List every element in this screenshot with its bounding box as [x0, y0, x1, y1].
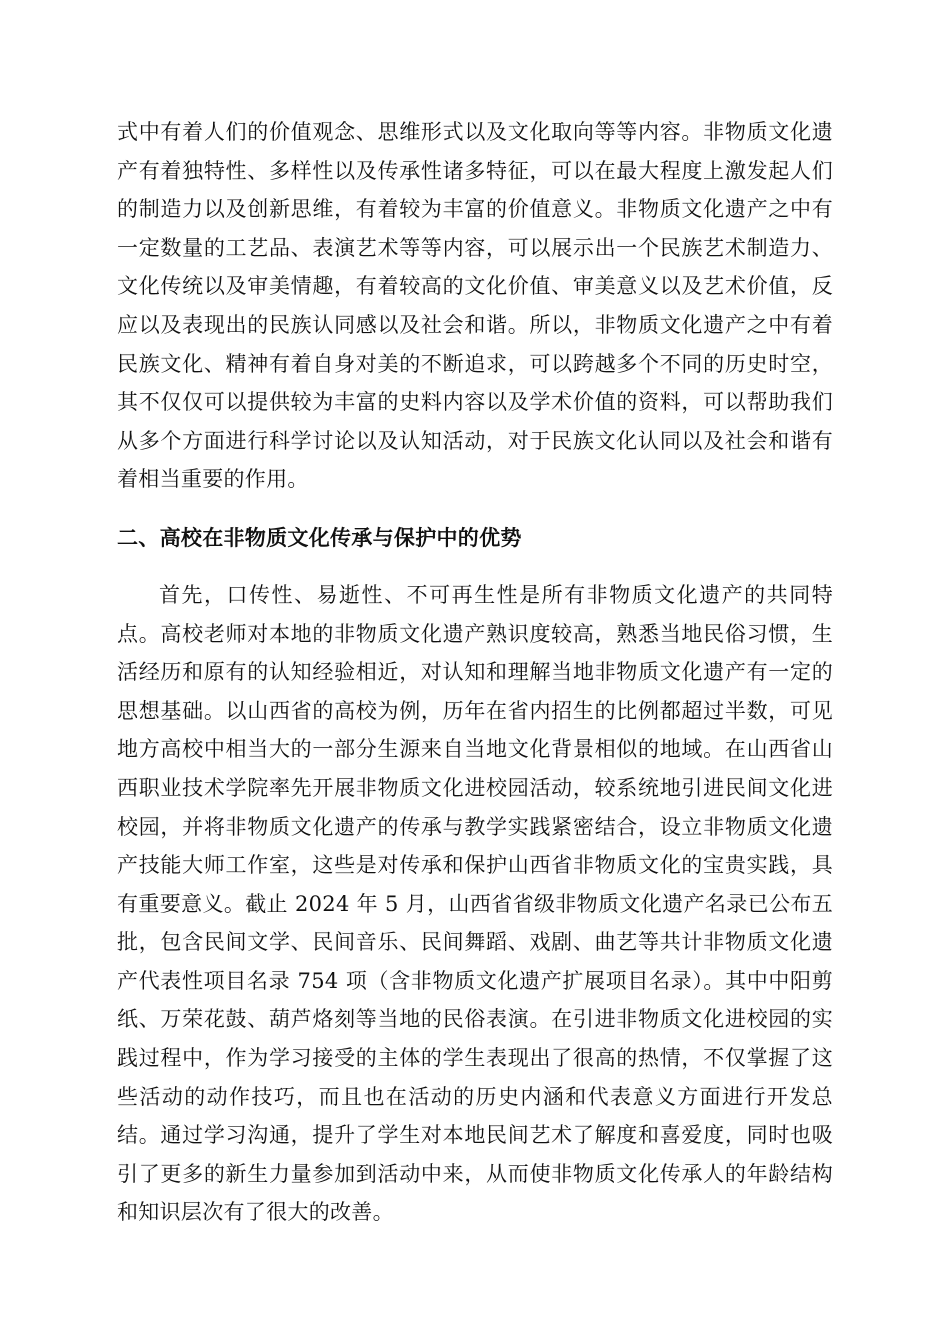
section-heading: 二、高校在非物质文化传承与保护中的优势 — [117, 525, 522, 550]
document-page — [117, 113, 833, 1232]
body-paragraph-continuation: 式中有着人们的价值观念、思维形式以及文化取向等等内容。非物质文化遗产有着独特性、多样性以及传承性诸多特征，可以在最大程度上激发起人们的制造力以及创新思维，有着较为丰富的价值意义。非物质文化遗产之中有一定数量的工艺品、表演艺术等等内容，可以展示出一个民族艺术制造力、文化传统以及审美情趣，有着较高的文化价值、审美意义以及艺术价值，反应以及表现出的民族认同感以及社会和谐。所以，非物质文化遗产之中有着民族文化、精神有着自身对美的不断追求，可以跨越多个不同的历史时空，其不仅仅可以提供较为丰富的史料内容以及学术价值的资料，可以帮助我们从多个方面进行科学讨论以及认知活动，对于民族文化认同以及社会和谐有着相当重要的作用。 — [117, 120, 833, 492]
body-paragraph: 首先，口传性、易逝性、不可再生性是所有非物质文化遗产的共同特点。高校老师对本地的非物质文化遗产熟识度较高，熟悉当地民俗习惯，生活经历和原有的认知经验相近，对认知和理解当地非物质文化遗产有一定的思想基础。以山西省的高校为例，历年在省内招生的比例都超过半数，可见地方高校中相当大的一部分生源来自当地文化背景相似的地域。在山西省山西职业技术学院率先开展非物质文化进校园活动，较系统地引进民间文化进校园，并将非物质文化遗产的传承与教学实践紧密结合，设立非物质文化遗产技能大师工作室，这些是对传承和保护山西省非物质文化的宝贵实践，具有重要意义。截止 2024 年 5 月，山西省省级非物质文化遗产名录已公布五批，包含民间文学、民间音乐、民间舞蹈、戏剧、曲艺等共计非物质文化遗产代表性项目名录 754 项（含非物质文化遗产扩展项目名录）。其中中阳剪纸、万荣花鼓、葫芦烙刻等当地的民俗表演。在引进非物质文化进校园的实践过程中，作为学习接受的主体的学生表现出了很高的热情，不仅掌握了这些活动的动作技巧，而且也在活动的历史内涵和代表意义方面进行开发总结。通过学习沟通，提升了学生对本地民间艺术了解度和喜爱度，同时也吸引了更多的新生力量参加到活动中来，从而使非物质文化传承人的年龄结构和知识层次有了很大的改善。 — [117, 582, 833, 1225]
